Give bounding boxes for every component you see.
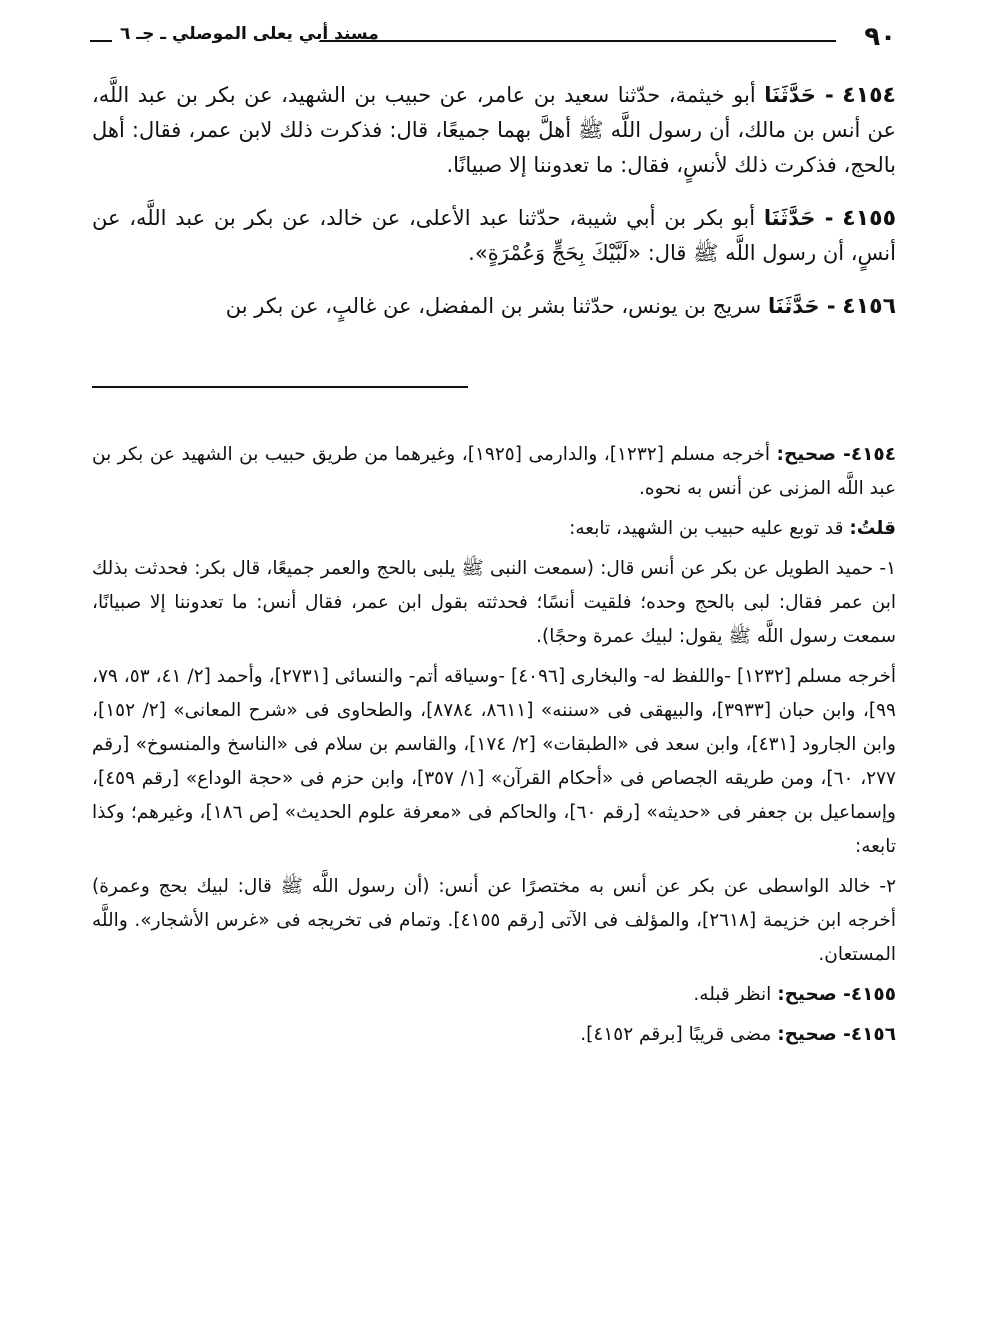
grade-label: صحيح: [777, 984, 837, 1005]
footnote: ٤١٥٦- صحيح: مضى قريبًا [برقم ٤١٥٢]. [580, 1024, 896, 1045]
footnote-text: أخرجه مسلم [١٢٣٢] -واللفظ له- والبخارى [٤٠٩٦] -وسياقه أتم- والنسائى [٢٧٣١]، وأحمد [٢/ ٤١، ٥٣، ٧٩، ٩٩]، وابن حبان [٣٩٣٣]، والبيهقى فى «سننه» [٨٦١١، ٨٧٨٤]، والطحاوى فى «شرح المعانى» [٢/ ١٥٢]، وابن الجارود [٤٣١]، وابن سعد فى «الطبقات» [٢/ ١٧٤]، والقاسم بن سلام فى «الناسخ والمنسوخ» [رقم ٢٧٧، ٦٠]، ومن طريقه الجصاص فى «أحكام القرآن» [١/ ٣٥٧]، وابن حزم فى «حجة الوداع» [رقم ٤٥٩]، وإسماعيل بن جعفر فى «حديثه» [رقم ٦٠]، والحاكم فى «معرفة علوم الحديث» [ص ١٨٦]، وغيرهم؛ وكذا تابعه: [92, 666, 897, 857]
footnote-number: ٤١٥٤ [850, 444, 896, 465]
footnote-text: مضى قريبًا [برقم ٤١٥٢]. [580, 1024, 772, 1045]
footnote: ٤١٥٤- صحيح: أخرجه مسلم [١٢٣٢]، والدارمى [١٩٢٥]، وغيرهما من طريق حبيب بن الشهيد عن بكر بن عبد اللَّه المزنى عن أنس به نحوه. [92, 444, 896, 499]
comment-label: قلتُ: [849, 518, 896, 539]
footnote-number: ٤١٥٥ [850, 984, 896, 1005]
footnote [92, 660, 896, 864]
hadith-text: أبو خيثمة، حدّثنا سعيد بن عامر، عن حبيب بن الشهيد، عن بكر بن عبد اللَّه، عن أنس بن مالك، أن رسول اللَّه ﷺ أهلَّ بهما جميعًا، قال: فذكرت ذلك لابن عمر، فقال: أهل بالحج، فذكرت ذلك لأنسٍ، فقال: ما تعدوننا إلا صبيانًا. [92, 83, 896, 177]
footnote [92, 870, 896, 972]
hadith-paragraph: ٤١٥٦ - حَدَّثَنَا سريج بن يونس، حدّثنا بشر بن المفضل، عن غالبٍ، عن بكر بن [225, 294, 896, 319]
footnote-number: ٤١٥٦ [850, 1024, 896, 1045]
hadith-opening: حَدَّثَنَا [767, 294, 820, 318]
header-dash [90, 40, 112, 42]
running-header [90, 22, 896, 62]
footnote-text: أخرجه مسلم [١٢٣٢]، والدارمى [١٩٢٥]، وغيرهما من طريق حبيب بن الشهيد عن بكر بن عبد اللَّه المزنى عن أنس به نحوه. [92, 444, 896, 499]
hadith-number: ٤١٥٥ [842, 206, 896, 231]
footnote [92, 512, 896, 546]
hadith-number: ٤١٥٦ [842, 294, 896, 319]
hadith-paragraph: ٤١٥٥ - حَدَّثَنَا أبو بكر بن أبي شيبة، حدّثنا عبد الأعلى، عن خالد، عن بكر بن عبد اللَّه، عن أنسٍ، أن رسول اللَّه ﷺ قال: «لَبَّيْكَ بِحَجٍّ وَعُمْرَةٍ». [92, 206, 896, 265]
main-text [92, 78, 896, 342]
hadith-number: ٤١٥٤ [842, 83, 896, 108]
book-title: مسند أبي يعلى الموصلي ـ جـ ٦ [120, 24, 379, 44]
footnote-text: انظر قبله. [693, 984, 772, 1005]
hadith-text: سريج بن يونس، حدّثنا بشر بن المفضل، عن غالبٍ، عن بكر بن [225, 294, 762, 318]
footnote-separator [92, 386, 468, 388]
page-number: ٩٠ [864, 22, 896, 52]
footnote: ٤١٥٥- صحيح: انظر قبله. [693, 984, 896, 1005]
grade-label: صحيح: [776, 444, 837, 465]
footnote-text: ٢- خالد الواسطى عن بكر عن أنس به مختصرًا عن أنس: (أن رسول اللَّه ﷺ قال: لبيك بحج وعمرة) أخرجه ابن خزيمة [٢٦١٨]، والمؤلف فى الآتى [رقم ٤١٥٥]. وتمام فى تخريجه فى «غرس الأشجار». واللَّه المستعان. [92, 876, 897, 965]
footnotes [92, 438, 896, 1058]
hadith-opening: حَدَّثَنَا [763, 206, 816, 230]
footnote [92, 552, 896, 654]
hadith-opening: حَدَّثَنَا [764, 83, 816, 107]
header-rule [320, 40, 836, 42]
footnote-text: ١- حميد الطويل عن بكر عن أنس قال: (سمعت النبى ﷺ يلبى بالحج والعمر جميعًا، قال بكر: فحدثت بذلك ابن عمر فقال: لبى بالحج وحده؛ فلقيت أنسًا؛ فحدثته بقول ابن عمر، فقال أنس: ما تعدوننا إلا صبيانًا، سمعت رسول اللَّه ﷺ يقول: لبيك عمرة وحجًا). [92, 558, 896, 647]
grade-label: صحيح: [777, 1024, 837, 1045]
hadith-text: أبو بكر بن أبي شيبة، حدّثنا عبد الأعلى، عن خالد، عن بكر بن عبد اللَّه، عن أنسٍ، أن رسول اللَّه ﷺ قال: «لَبَّيْكَ بِحَجٍّ وَعُمْرَةٍ». [92, 206, 896, 265]
hadith-paragraph: ٤١٥٤ - حَدَّثَنَا أبو خيثمة، حدّثنا سعيد بن عامر، عن حبيب بن الشهيد، عن بكر بن عبد اللَّه، عن أنس بن مالك، أن رسول اللَّه ﷺ أهلَّ بهما جميعًا، قال: فذكرت ذلك لابن عمر، فقال: أهل بالحج، فذكرت ذلك لأنسٍ، فقال: ما تعدوننا إلا صبيانًا. [92, 83, 896, 177]
footnote-text: قد توبع عليه حبيب بن الشهيد، تابعه: [569, 518, 844, 539]
